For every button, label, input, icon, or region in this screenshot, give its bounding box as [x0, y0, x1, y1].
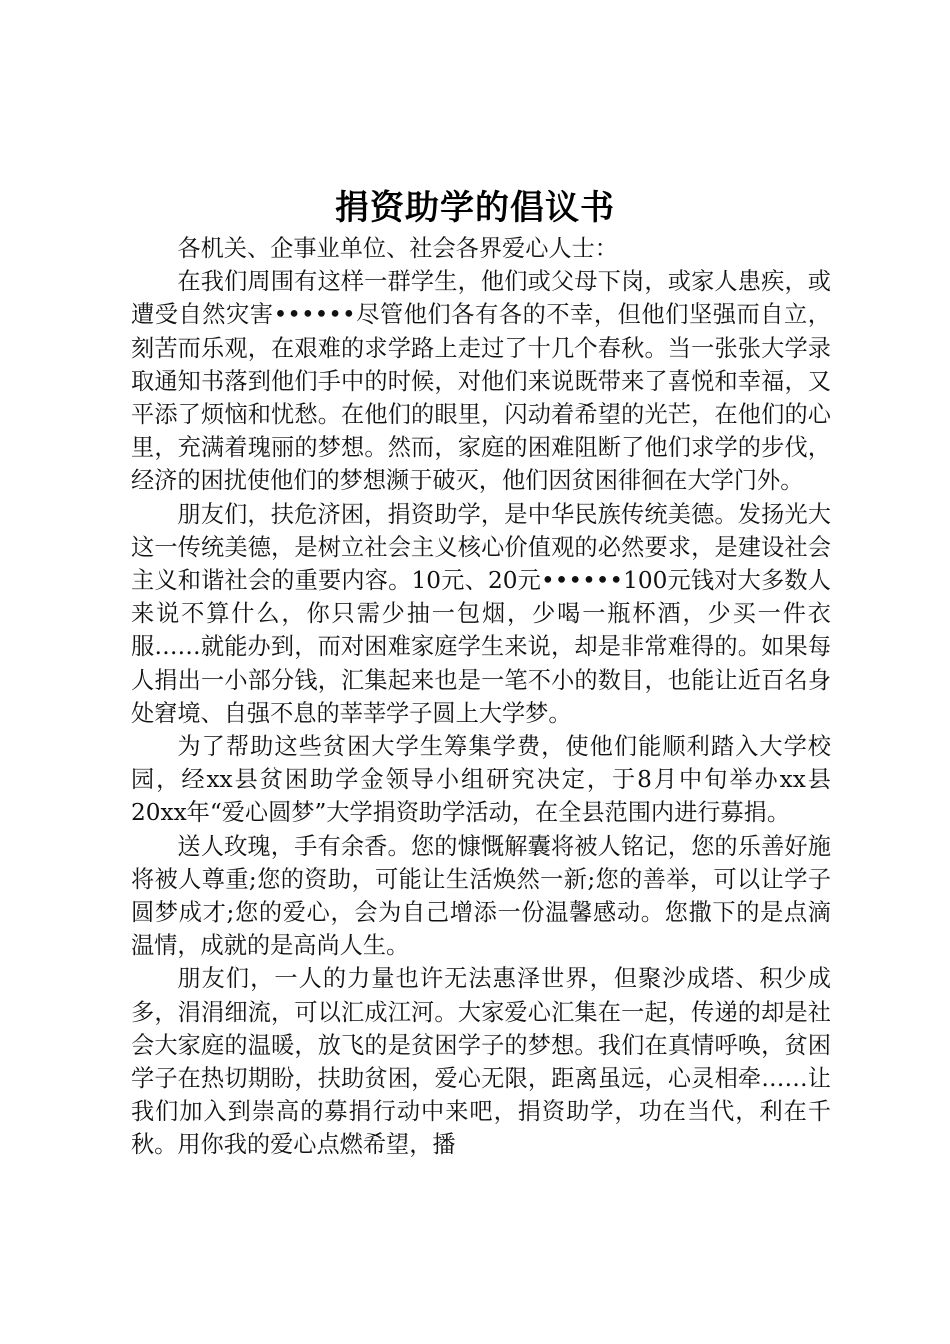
- paragraph-1: 在我们周围有这样一群学生，他们或父母下岗，或家人患疾，或遭受自然灾害••••••尽管他们各有各的不幸，但他们坚强而自立，刻苦而乐观，在艰难的求学路上走过了十几个春秋。当一张张大学录取通知书落到他们手中的时候，对他们来说既带来了喜悦和幸福，又平添了烦恼和忧愁。在他们的眼里，闪动着希望的光芒，在他们的心里，充满着瑰丽的梦想。然而，家庭的困难阻断了他们求学的步伐，经济的困扰使他们的梦想濒于破灭，他们因贫困徘徊在大学门外。: [131, 268, 831, 495]
- paragraph-5: 朋友们，一人的力量也许无法惠泽世界，但聚沙成塔、积少成多，涓涓细流，可以汇成江河。大家爱心汇集在一起，传递的却是社会大家庭的温暖，放飞的是贫困学子的梦想。我们在真情呼唤，贫困学子在热切期盼，扶助贫困，爱心无限，距离虽远，心灵相牵……让我们加入到崇高的募捐行动中来吧，捐资助学，功在当代，利在千秋。用你我的爱心点燃希望，播: [131, 965, 831, 1159]
- paragraph-3: 为了帮助这些贫困大学生筹集学费，使他们能顺利踏入大学校园，经xx县贫困助学金领导小组研究决定，于8月中旬举办xx县20xx年“爱心圆梦”大学捐资助学活动，在全县范围内进行募捐。: [131, 733, 831, 827]
- document-body: [131, 232, 831, 1162]
- paragraph-4: 送人玫瑰，手有余香。您的慷慨解囊将被人铭记，您的乐善好施将被人尊重;您的资助，可能让生活焕然一新;您的善举，可以让学子圆梦成才;您的爱心，会为自己增添一份温馨感动。您撒下的是点滴温情，成就的是高尚人生。: [131, 832, 831, 960]
- salutation: 各机关、企事业单位、社会各界爱心人士：: [177, 235, 618, 262]
- paragraph-2: 朋友们，扶危济困，捐资助学，是中华民族传统美德。发扬光大这一传统美德，是树立社会主义核心价值观的必然要求，是建设社会主义和谐社会的重要内容。10元、20元••••••100元钱对大多数人来说不算什么，你只需少抽一包烟，少喝一瓶杯酒，少买一件衣服……就能办到，而对困难家庭学生来说，却是非常难得的。如果每人捐出一小部分钱，汇集起来也是一笔不小的数目，也能让近百名身处窘境、自强不息的莘莘学子圆上大学梦。: [131, 500, 831, 727]
- document-title: 捐资助学的倡议书: [335, 188, 615, 228]
